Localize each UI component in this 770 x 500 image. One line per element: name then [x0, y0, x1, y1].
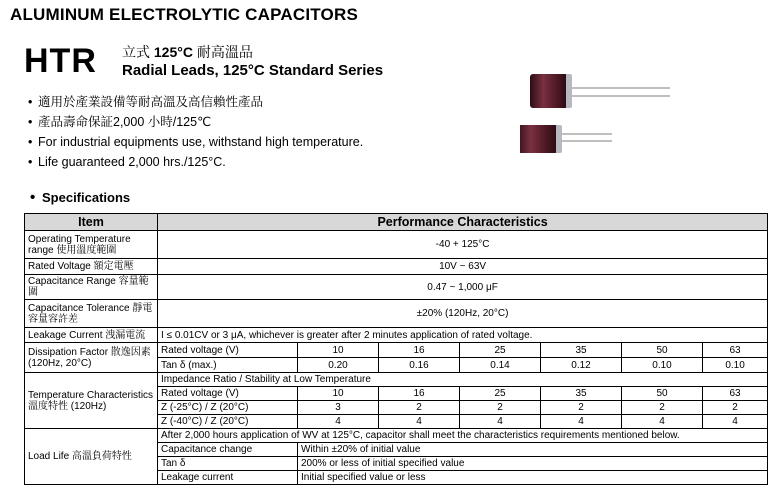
- capacitor-body: [520, 125, 558, 153]
- row-value: 10V ~ 63V: [158, 259, 768, 275]
- col-header-performance: Performance Characteristics: [158, 214, 768, 231]
- tan-cell: 0.10: [703, 358, 768, 373]
- load-life-desc: After 2,000 hours application of WV at 125°C, capacitor shall meet the characteristics requirements mentioned below.: [158, 429, 768, 443]
- subtitle-cn-post: 耐高溫品: [196, 44, 253, 60]
- impedance-cell: 2: [460, 401, 541, 415]
- subtitle-cn-temp: 125°C: [153, 44, 193, 60]
- table-row: [25, 328, 768, 343]
- row-label: Capacitance Tolerance 靜電容量容許差: [25, 300, 158, 328]
- impedance-cell: 4: [298, 415, 379, 429]
- impedance-cell: 2: [703, 401, 768, 415]
- section-heading: [30, 189, 130, 206]
- col-header-item: Item: [25, 214, 158, 231]
- voltage-cell: 10: [298, 343, 379, 358]
- voltage-cell: 35: [541, 387, 622, 401]
- capacitor-cap: [556, 125, 562, 153]
- impedance-cell: 4: [379, 415, 460, 429]
- tan-cell: 0.14: [460, 358, 541, 373]
- page-title: ALUMINUM ELECTROLYTIC CAPACITORS: [10, 5, 358, 24]
- section-heading-text: Specifications: [42, 190, 131, 205]
- row-label: Load Life 高溫負荷特性: [25, 429, 158, 485]
- load-life-value: Within ±20% of initial value: [298, 443, 768, 457]
- impedance-cell: 2: [379, 401, 460, 415]
- subtitle-cn-pre: 立式: [122, 44, 150, 60]
- voltage-cell: 50: [622, 343, 703, 358]
- load-life-item: Leakage current: [158, 471, 298, 485]
- table-row: [25, 343, 768, 358]
- row-label: Dissipation Factor 散逸因素 (120Hz, 20°C): [25, 343, 158, 373]
- voltage-cell: 25: [460, 343, 541, 358]
- table-row: [25, 373, 768, 387]
- voltage-cell: 25: [460, 387, 541, 401]
- impedance-cell: 4: [622, 415, 703, 429]
- row-value: 0.47 ~ 1,000 μF: [158, 275, 768, 300]
- capacitor-body: [530, 74, 568, 108]
- table-row: [25, 259, 768, 275]
- load-life-item: Tan δ: [158, 457, 298, 471]
- load-life-value: Initial specified value or less: [298, 471, 768, 485]
- sub-label: Tan δ (max.): [158, 358, 298, 373]
- row-label: Temperature Characteristics 溫度特性 (120Hz): [25, 373, 158, 429]
- subtitle-en: Radial Leads, 125°C Standard Series: [122, 62, 384, 79]
- impedance-cell: 2: [541, 401, 622, 415]
- sub-label: Z (-25°C) / Z (20°C): [158, 401, 298, 415]
- impedance-cell: 4: [541, 415, 622, 429]
- sub-label: Z (-40°C) / Z (20°C): [158, 415, 298, 429]
- capacitor-cap: [566, 74, 572, 108]
- row-value: ±20% (120Hz, 20°C): [158, 300, 768, 328]
- sub-label: Rated voltage (V): [158, 343, 298, 358]
- row-label: Operating Temperature range 使用溫度範圍: [25, 231, 158, 259]
- subtitle-cn: [122, 42, 253, 62]
- tan-cell: 0.10: [622, 358, 703, 373]
- table-row: [25, 429, 768, 443]
- table-row: [25, 231, 768, 259]
- spec-table: [24, 213, 768, 485]
- table-row: [25, 275, 768, 300]
- impedance-cell: 4: [703, 415, 768, 429]
- load-life-value: 200% or less of initial specified value: [298, 457, 768, 471]
- impedance-cell: 3: [298, 401, 379, 415]
- feature-item: • For industrial equipments use, withstand high temperature.: [28, 132, 363, 152]
- impedance-title: Impedance Ratio / Stability at Low Temperature: [158, 373, 768, 387]
- voltage-cell: 63: [703, 343, 768, 358]
- tan-cell: 0.16: [379, 358, 460, 373]
- load-life-item: Capacitance change: [158, 443, 298, 457]
- table-header-row: [25, 214, 768, 231]
- feature-item: • Life guaranteed 2,000 hrs./125°C.: [28, 152, 363, 172]
- voltage-cell: 10: [298, 387, 379, 401]
- voltage-cell: 16: [379, 343, 460, 358]
- voltage-cell: 50: [622, 387, 703, 401]
- sub-label: Rated voltage (V): [158, 387, 298, 401]
- row-value: -40 + 125°C: [158, 231, 768, 259]
- table-row: [25, 300, 768, 328]
- voltage-cell: 35: [541, 343, 622, 358]
- row-label: Leakage Current 洩漏電流: [25, 328, 158, 343]
- row-label: Rated Voltage 額定電壓: [25, 259, 158, 275]
- row-value: I ≤ 0.01CV or 3 μA, whichever is greater after 2 minutes application of rated voltage.: [158, 328, 768, 343]
- feature-item: • 產品壽命保証2,000 小時/125℃: [28, 112, 363, 132]
- tan-cell: 0.12: [541, 358, 622, 373]
- voltage-cell: 16: [379, 387, 460, 401]
- feature-list: [28, 92, 363, 172]
- tan-cell: 0.20: [298, 358, 379, 373]
- series-code: HTR: [24, 42, 97, 80]
- capacitor-image: [520, 70, 680, 165]
- impedance-cell: 2: [622, 401, 703, 415]
- voltage-cell: 63: [703, 387, 768, 401]
- impedance-cell: 4: [460, 415, 541, 429]
- row-label: Capacitance Range 容量範圍: [25, 275, 158, 300]
- feature-item: • 適用於產業設備等耐高溫及高信賴性產品: [28, 92, 363, 112]
